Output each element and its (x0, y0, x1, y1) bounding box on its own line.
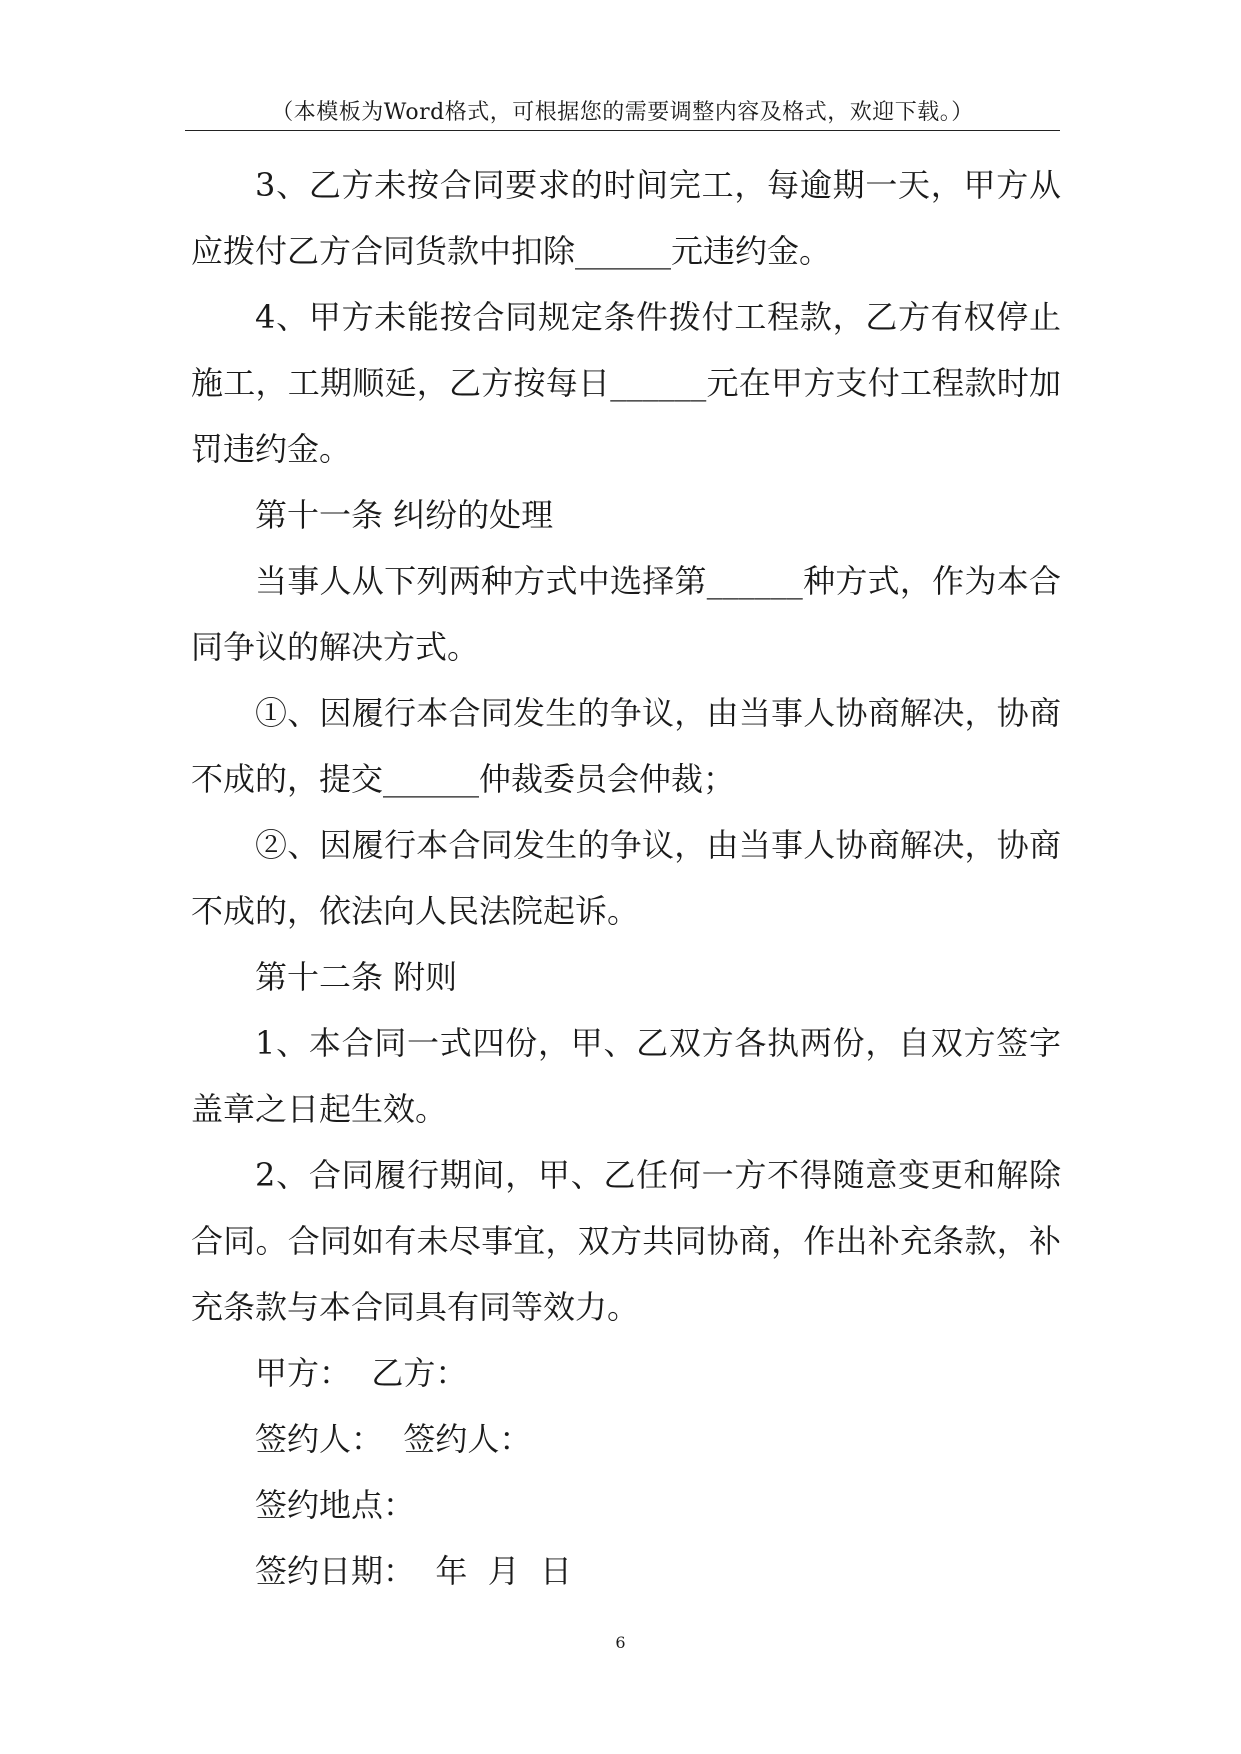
signature-place: 签约地点： (255, 1486, 416, 1524)
dispute-option-arbitration: ①、因履行本合同发生的争议，由当事人协商解决，协商不成的，提交______仲裁委员会仲裁； (191, 694, 1061, 798)
supplementary-clause-2: 2、合同履行期间，甲、乙任何一方不得随意变更和解除合同。合同如有未尽事宜，双方共同协商，作出补充条款，补充条款与本合同具有同等效力。 (191, 1156, 1061, 1326)
signature-date: 签约日期： 年 月 日 (255, 1552, 573, 1590)
clause-4-late-payment: 4、甲方未能按合同规定条件拨付工程款，乙方有权停止施工，工期顺延，乙方按每日______元在甲方支付工程款时加罚违约金。 (191, 298, 1061, 468)
template-header-note: （本模板为Word格式，可根据您的需要调整内容及格式，欢迎下载。） (271, 100, 974, 125)
clause-3-late-completion: 3、乙方未按合同要求的时间完工，每逾期一天，甲方从应拨付乙方合同货款中扣除______元违约金。 (191, 166, 1061, 270)
page-number: 6 (615, 1633, 626, 1652)
supplementary-clause-1: 1、本合同一式四份，甲、乙双方各执两份，自双方签字盖章之日起生效。 (191, 1024, 1061, 1128)
signature-signers: 签约人： 签约人： (255, 1420, 532, 1458)
article-12-heading: 第十二条 附则 (255, 958, 458, 996)
dispute-option-litigation: ②、因履行本合同发生的争议，由当事人协商解决，协商不成的，依法向人民法院起诉。 (191, 826, 1061, 930)
contract-body (191, 152, 1061, 1604)
header-divider (185, 130, 1060, 131)
signature-parties: 甲方： 乙方： (255, 1354, 468, 1392)
dispute-method-choice: 当事人从下列两种方式中选择第______种方式，作为本合同争议的解决方式。 (191, 562, 1061, 666)
article-11-heading: 第十一条 纠纷的处理 (255, 496, 554, 534)
